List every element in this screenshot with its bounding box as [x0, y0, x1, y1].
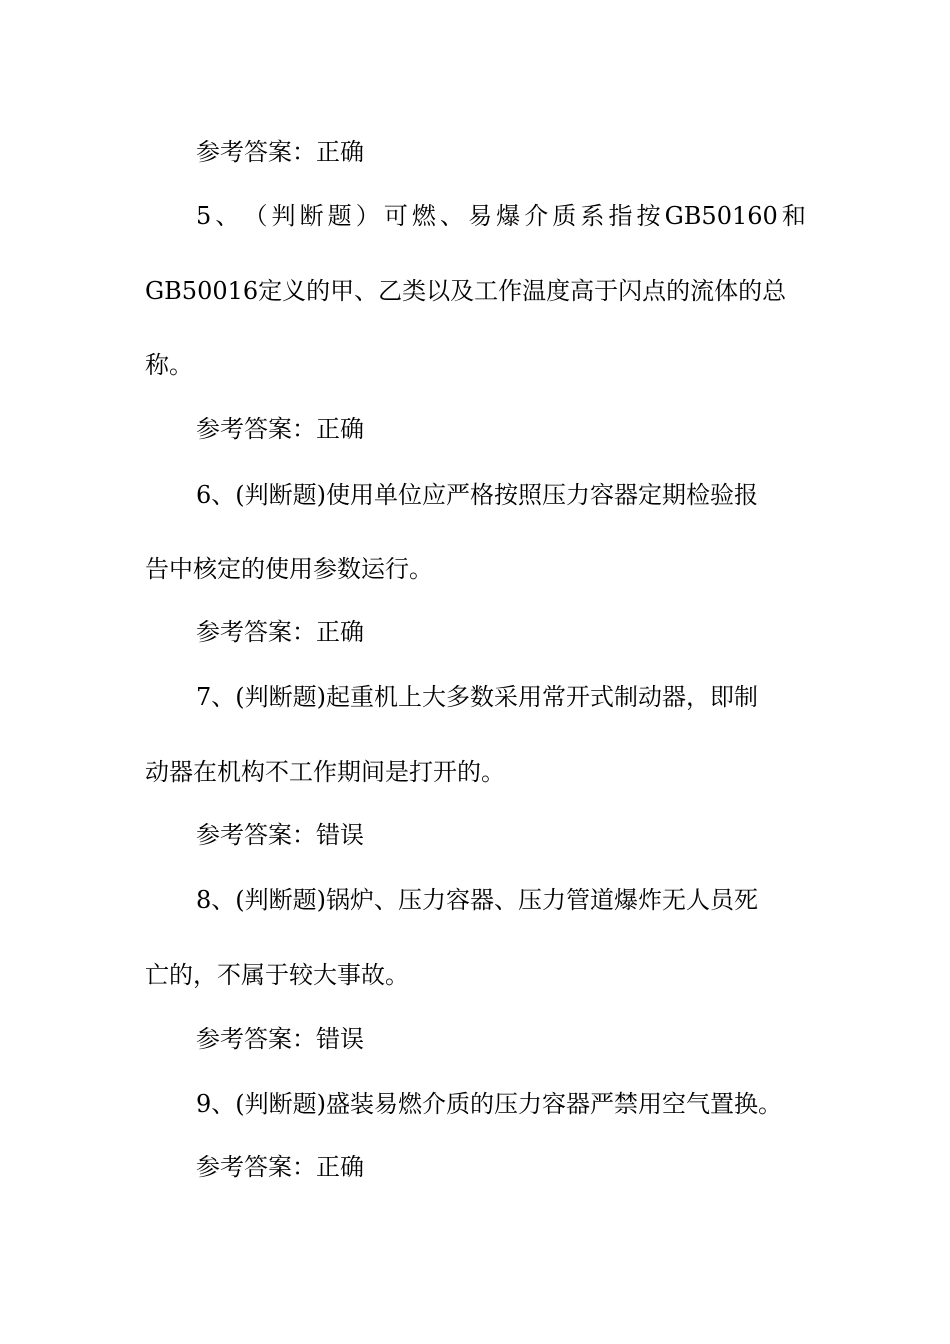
answer-line [196, 1023, 364, 1055]
question-token: 按 [636, 202, 661, 230]
question-token: 燃 [411, 202, 436, 230]
question-7-line-2: 动器在机构不工作期间是打开的。 [145, 758, 505, 786]
answer-prefix: 参考答案： [196, 618, 316, 646]
answer-value: 正确 [316, 1153, 364, 1181]
question-6-line-1: 6、(判断题)使用单位应严格按照压力容器定期检验报 [196, 481, 758, 509]
answer-value: 正确 [316, 618, 364, 646]
answer-line [196, 616, 364, 648]
question-token: 断 [299, 202, 324, 230]
question-5-line-1 [196, 200, 806, 232]
question-token: 5 [196, 202, 212, 230]
answer-prefix: 参考答案： [196, 415, 316, 443]
answer-value: 错误 [316, 821, 364, 849]
answer-prefix: 参考答案： [196, 1153, 316, 1181]
question-token: GB50160 [664, 202, 778, 230]
answer-prefix: 参考答案： [196, 138, 316, 166]
answer-line [196, 1151, 364, 1183]
question-token: 爆 [496, 202, 521, 230]
question-6-line-2: 告中核定的使用参数运行。 [145, 555, 433, 583]
answer-prefix: 参考答案： [196, 1025, 316, 1053]
question-8-line-1: 8、(判断题)锅炉、压力容器、压力管道爆炸无人员死 [196, 886, 758, 914]
question-token: 判 [271, 202, 296, 230]
question-token: 指 [608, 202, 633, 230]
question-token: 、 [439, 202, 464, 230]
question-token: 介 [524, 202, 549, 230]
question-token: 系 [580, 202, 605, 230]
answer-prefix: 参考答案： [196, 821, 316, 849]
question-token: （ [243, 202, 268, 230]
answer-line [196, 413, 364, 445]
answer-value: 正确 [316, 138, 364, 166]
question-token: 易 [468, 202, 493, 230]
answer-line [196, 136, 364, 168]
question-token: ） [355, 202, 380, 230]
question-5-line-2: GB50016定义的甲、乙类以及工作温度高于闪点的流体的总 [145, 277, 787, 305]
question-9-line-1: 9、(判断题)盛装易燃介质的压力容器严禁用空气置换。 [196, 1090, 782, 1118]
question-8-line-2: 亡的，不属于较大事故。 [145, 961, 409, 989]
question-token: 质 [552, 202, 577, 230]
question-7-line-1: 7、(判断题)起重机上大多数采用常开式制动器，即制 [196, 683, 758, 711]
answer-line [196, 819, 364, 851]
answer-value: 错误 [316, 1025, 364, 1053]
question-token: 、 [215, 202, 240, 230]
question-5-line-3: 称。 [145, 351, 193, 379]
question-token: 题 [327, 202, 352, 230]
question-token: 可 [383, 202, 408, 230]
question-token: 和 [781, 202, 806, 230]
answer-value: 正确 [316, 415, 364, 443]
